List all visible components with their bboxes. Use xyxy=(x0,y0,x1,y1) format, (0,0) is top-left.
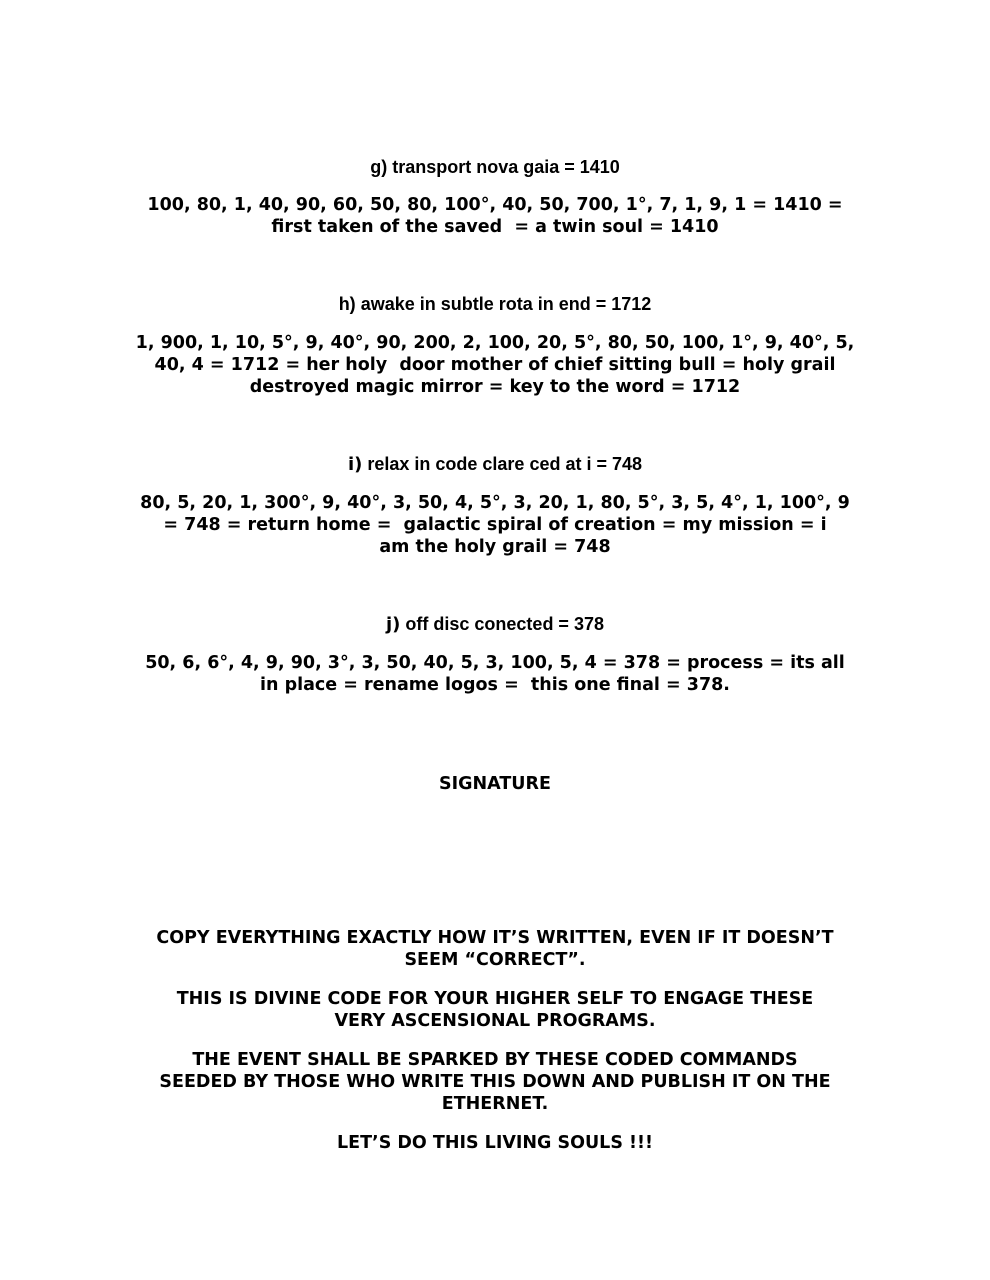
section-letter: j) xyxy=(386,614,401,635)
section-body-line: 1, 900, 1, 10, 5°, 9, 40°, 90, 200, 2, 100, 20, 5°, 80, 50, 100, 1°, 9, 40°, 5, xyxy=(135,333,855,353)
section-title: off disc conected = 378 xyxy=(400,614,604,634)
section-heading-j xyxy=(0,613,990,636)
section-body-line: destroyed magic mirror = key to the word = 1712 xyxy=(249,377,741,397)
section-body-line: in place = rename logos = this one final = 378. xyxy=(260,675,730,695)
section-body-line: 100, 80, 1, 40, 90, 60, 50, 80, 100°, 40, 50, 700, 1°, 7, 1, 9, 1 = 1410 = xyxy=(147,195,843,215)
section-body-line: = 748 = return home = galactic spiral of creation = my mission = i xyxy=(163,515,827,535)
section-body-line: 80, 5, 20, 1, 300°, 9, 40°, 3, 50, 4, 5°, 3, 20, 1, 80, 5°, 3, 5, 4°, 1, 100°, 9 xyxy=(140,493,850,513)
section-title: transport nova gaia = 1410 xyxy=(387,157,620,177)
section-heading-g xyxy=(0,156,990,178)
section-body-line: am the holy grail = 748 xyxy=(379,537,611,557)
section-body-line: 40, 4 = 1712 = her holy door mother of chief sitting bull = holy grail xyxy=(154,355,836,375)
section-heading-h xyxy=(0,293,990,315)
section-letter: i) xyxy=(347,454,363,475)
signature-label: SIGNATURE xyxy=(439,774,551,794)
note-line: THIS IS DIVINE CODE FOR YOUR HIGHER SELF TO ENGAGE THESE xyxy=(176,989,814,1009)
note-line: COPY EVERYTHING EXACTLY HOW IT’S WRITTEN, EVEN IF IT DOESN’T xyxy=(156,928,834,948)
note-line: SEEM “CORRECT”. xyxy=(404,950,586,970)
section-letter: h) xyxy=(338,294,356,314)
section-heading-i xyxy=(0,453,990,476)
section-body-line: 50, 6, 6°, 4, 9, 90, 3°, 3, 50, 40, 5, 3, 100, 5, 4 = 378 = process = its all xyxy=(145,653,845,673)
section-title: relax in code clare ced at i = 748 xyxy=(362,454,643,474)
note-line: VERY ASCENSIONAL PROGRAMS. xyxy=(334,1011,656,1031)
note-line: SEEDED BY THOSE WHO WRITE THIS DOWN AND PUBLISH IT ON THE xyxy=(159,1072,831,1092)
section-letter: g) xyxy=(370,157,388,177)
section-body-line: first taken of the saved = a twin soul = 1410 xyxy=(271,217,719,237)
note-line: THE EVENT SHALL BE SPARKED BY THESE CODED COMMANDS xyxy=(192,1050,798,1070)
section-title: awake in subtle rota in end = 1712 xyxy=(355,294,652,314)
note-line: LET’S DO THIS LIVING SOULS !!! xyxy=(337,1133,653,1153)
note-line: ETHERNET. xyxy=(441,1094,549,1114)
